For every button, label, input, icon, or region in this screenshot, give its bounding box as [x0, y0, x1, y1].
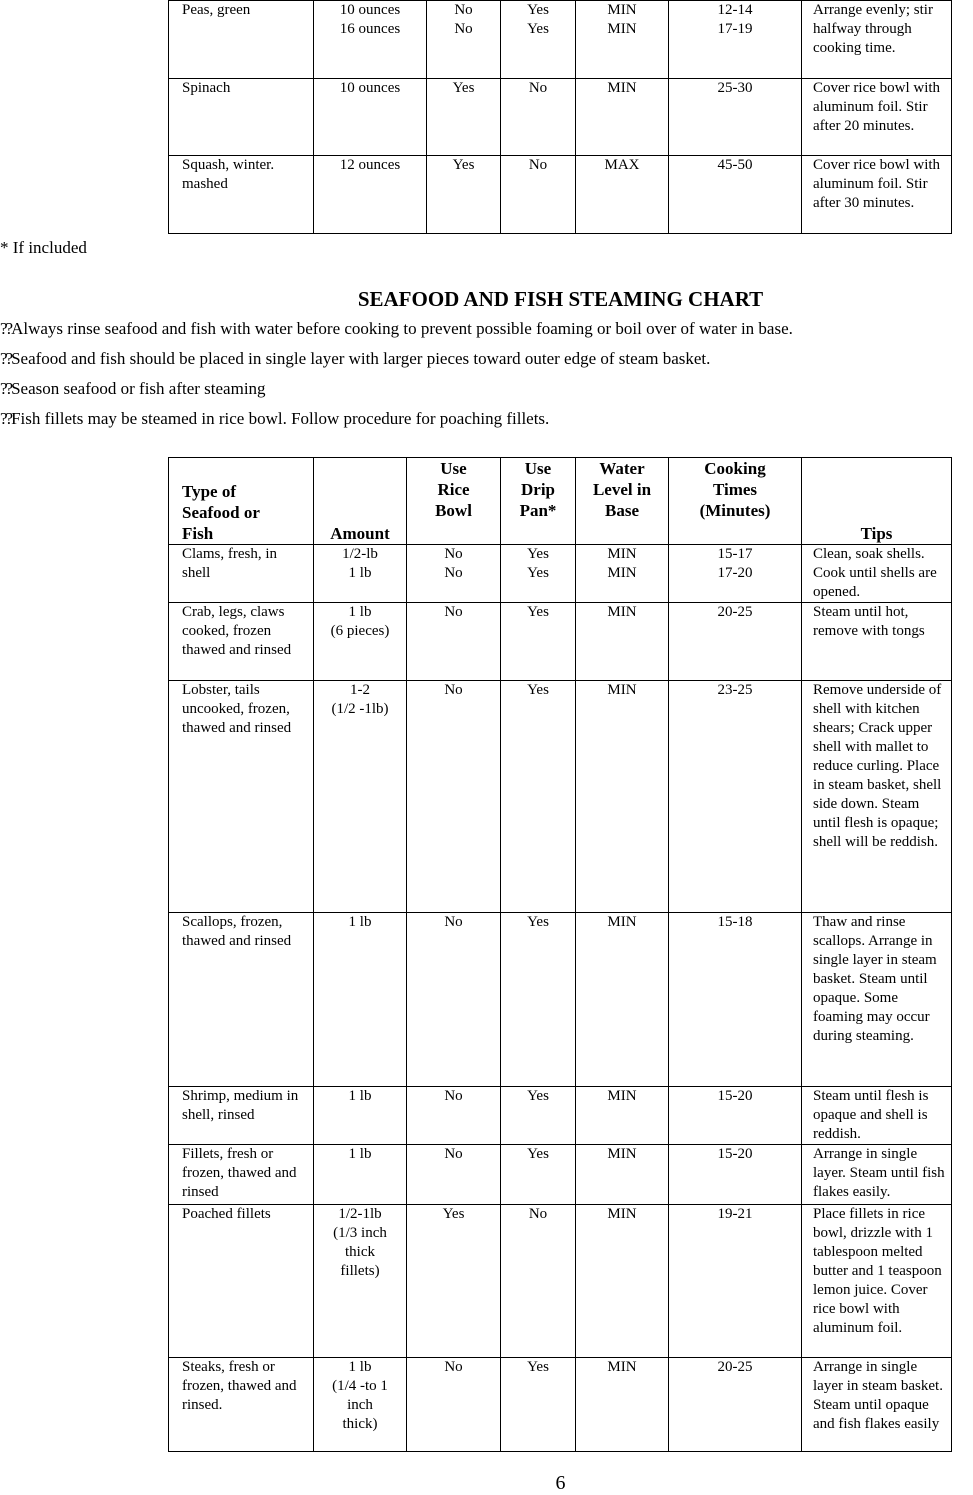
cell-water-level: MAX: [576, 156, 669, 234]
table-row: [169, 1358, 952, 1452]
cell-name: Peas, green: [169, 1, 314, 79]
cell-name: Poached fillets: [169, 1205, 314, 1358]
cell-rice-bowl: No: [407, 603, 501, 681]
cell-name: Lobster, tails uncooked, frozen, thawed and rinsed: [169, 681, 314, 913]
header-tips: Tips: [802, 458, 952, 545]
cell-cooking-time: 15-20: [669, 1145, 802, 1205]
cell-water-level: MIN MIN: [576, 545, 669, 603]
cell-drip-pan: Yes: [501, 913, 576, 1087]
cell-amount: 1/2-lb 1 lb: [314, 545, 407, 603]
vegetable-table-continued: [168, 0, 952, 234]
table-row: [169, 1087, 952, 1145]
table-row: [169, 1205, 952, 1358]
instruction-text: Fish fillets may be steamed in rice bowl. Follow procedure for poaching fillets.: [11, 409, 550, 428]
cell-amount: 1 lb: [314, 1145, 407, 1205]
cell-name: Shrimp, medium in shell, rinsed: [169, 1087, 314, 1145]
header-rice-bowl: Use Rice Bowl: [407, 458, 501, 545]
header-type: Type of Seafood or Fish: [169, 458, 314, 545]
cell-name: Fillets, fresh or frozen, thawed and rinsed: [169, 1145, 314, 1205]
cell-tips: Clean, soak shells. Cook until shells are opened.: [802, 545, 952, 603]
cell-amount: 1 lb (1/4 -to 1 inch thick): [314, 1358, 407, 1452]
cell-cooking-time: 23-25: [669, 681, 802, 913]
cell-cooking-time: 15-20: [669, 1087, 802, 1145]
cell-water-level: MIN: [576, 913, 669, 1087]
header-water-level: Water Level in Base: [576, 458, 669, 545]
cell-rice-bowl: Yes: [427, 79, 501, 156]
page-number: 6: [555, 1472, 566, 1494]
cell-tips: Arrange in single layer in steam basket. Steam until opaque and fish flakes easily: [802, 1358, 952, 1452]
bullet-mark: ??: [0, 319, 12, 338]
cell-name: Spinach: [169, 79, 314, 156]
cell-water-level: MIN: [576, 79, 669, 156]
instruction-text: Season seafood or fish after steaming: [11, 379, 266, 398]
cell-water-level: MIN: [576, 603, 669, 681]
bullet-mark: ??: [0, 379, 12, 398]
cell-name: Crab, legs, claws cooked, frozen thawed and rinsed: [169, 603, 314, 681]
cell-water-level: MIN: [576, 1205, 669, 1358]
cell-water-level: MIN: [576, 1145, 669, 1205]
cell-rice-bowl: No: [407, 1358, 501, 1452]
cell-name: Clams, fresh, in shell: [169, 545, 314, 603]
cell-tips: Thaw and rinse scallops. Arrange in single layer in steam basket. Steam until opaque. Some foaming may occur during steaming.: [802, 913, 952, 1087]
cell-cooking-time: 20-25: [669, 1358, 802, 1452]
cell-cooking-time: 20-25: [669, 603, 802, 681]
table-row: [169, 156, 952, 234]
cell-tips: Arrange evenly; stir halfway through cooking time.: [802, 1, 952, 79]
cell-water-level: MIN MIN: [576, 1, 669, 79]
table-row: [169, 545, 952, 603]
cell-drip-pan: Yes: [501, 603, 576, 681]
header-amount: Amount: [314, 458, 407, 545]
cell-name: Scallops, frozen, thawed and rinsed: [169, 913, 314, 1087]
cell-cooking-time: 15-17 17-20: [669, 545, 802, 603]
cell-tips: Steam until hot, remove with tongs: [802, 603, 952, 681]
table-row: [169, 1145, 952, 1205]
cell-amount: 1 lb: [314, 913, 407, 1087]
cell-name: Squash, winter. mashed: [169, 156, 314, 234]
cell-drip-pan: Yes: [501, 1145, 576, 1205]
cell-water-level: MIN: [576, 1087, 669, 1145]
cell-tips: Remove underside of shell with kitchen shears; Crack upper shell with mallet to reduce curling. Place in steam basket, shell side down. Steam until flesh is opaque; shell will be reddish.: [802, 681, 952, 913]
cell-drip-pan: Yes Yes: [501, 545, 576, 603]
chart-title: SEAFOOD AND FISH STEAMING CHART: [357, 287, 764, 311]
header-cooking-times: Cooking Times (Minutes): [669, 458, 802, 545]
instruction-item: [0, 346, 973, 376]
cell-drip-pan: Yes Yes: [501, 1, 576, 79]
cell-rice-bowl: No: [407, 681, 501, 913]
table-row: [169, 1, 952, 79]
cell-tips: Cover rice bowl with aluminum foil. Stir after 30 minutes.: [802, 156, 952, 234]
cell-cooking-time: 45-50: [669, 156, 802, 234]
cell-rice-bowl: No: [407, 1087, 501, 1145]
cell-tips: Place fillets in rice bowl, drizzle with 1 tablespoon melted butter and 1 teaspoon lemon juice. Cover rice bowl with aluminum foil.: [802, 1205, 952, 1358]
cell-rice-bowl: Yes: [407, 1205, 501, 1358]
cell-drip-pan: Yes: [501, 1358, 576, 1452]
cell-water-level: MIN: [576, 1358, 669, 1452]
cell-amount: 10 ounces 16 ounces: [314, 1, 427, 79]
cell-drip-pan: Yes: [501, 681, 576, 913]
table-row: [169, 913, 952, 1087]
footnote: * If included: [0, 238, 87, 257]
cell-drip-pan: No: [501, 79, 576, 156]
cell-rice-bowl: No No: [427, 1, 501, 79]
instruction-text: Seafood and fish should be placed in single layer with larger pieces toward outer edge of steam basket.: [11, 349, 711, 368]
cell-amount: 1/2-1lb (1/3 inch thick fillets): [314, 1205, 407, 1358]
cell-water-level: MIN: [576, 681, 669, 913]
instruction-item: [0, 376, 973, 406]
cell-amount: 1 lb (6 pieces): [314, 603, 407, 681]
cell-drip-pan: Yes: [501, 1087, 576, 1145]
instruction-item: [0, 316, 973, 346]
cell-drip-pan: No: [501, 1205, 576, 1358]
table-row: [169, 603, 952, 681]
cell-rice-bowl: No No: [407, 545, 501, 603]
table-row: [169, 681, 952, 913]
cell-name: Steaks, fresh or frozen, thawed and rinsed.: [169, 1358, 314, 1452]
seafood-steaming-table: [168, 457, 952, 1452]
cell-amount: 1 lb: [314, 1087, 407, 1145]
cell-cooking-time: 25-30: [669, 79, 802, 156]
cell-amount: 12 ounces: [314, 156, 427, 234]
table-row: [169, 79, 952, 156]
cell-cooking-time: 12-14 17-19: [669, 1, 802, 79]
instruction-item: [0, 406, 973, 436]
cell-drip-pan: No: [501, 156, 576, 234]
cell-amount: 1-2 (1/2 -1lb): [314, 681, 407, 913]
table-header-row: [169, 458, 952, 545]
instruction-list: [0, 316, 973, 436]
cell-tips: Arrange in single layer. Steam until fish flakes easily.: [802, 1145, 952, 1205]
cell-rice-bowl: Yes: [427, 156, 501, 234]
cell-tips: Cover rice bowl with aluminum foil. Stir after 20 minutes.: [802, 79, 952, 156]
cell-tips: Steam until flesh is opaque and shell is reddish.: [802, 1087, 952, 1145]
cell-rice-bowl: No: [407, 1145, 501, 1205]
cell-cooking-time: 19-21: [669, 1205, 802, 1358]
cell-amount: 10 ounces: [314, 79, 427, 156]
instruction-text: Always rinse seafood and fish with water before cooking to prevent possible foaming or boil over of water in base.: [11, 319, 793, 338]
header-drip-pan: Use Drip Pan*: [501, 458, 576, 545]
cell-cooking-time: 15-18: [669, 913, 802, 1087]
bullet-mark: ??: [0, 409, 12, 428]
bullet-mark: ??: [0, 349, 12, 368]
cell-rice-bowl: No: [407, 913, 501, 1087]
